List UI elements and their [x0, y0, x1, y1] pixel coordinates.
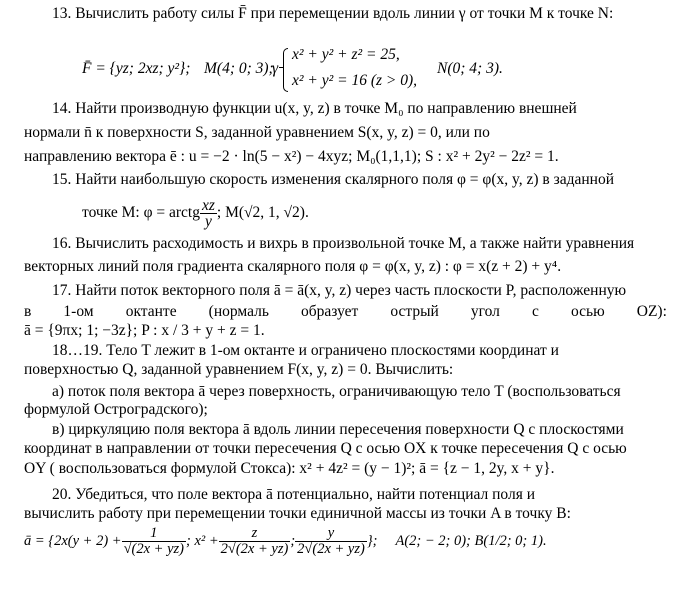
problem-14-line-3: направлению вектора ē : u = −2 · ln(5 − x²) − 4xyz; M₀(1,1,1); S : x² + 2y² − 2z² = 1.: [24, 148, 559, 165]
word: OZ):: [636, 303, 667, 320]
word: в: [24, 303, 32, 320]
word: (нормаль: [208, 303, 269, 320]
problem-16-line-1: 16. Вычислить расходимость и вихрь в произвольной точке M, а также найти уравнения: [52, 235, 635, 252]
problem-15-fraction: [200, 198, 217, 229]
problem-16-line-2: векторных линий поля градиента скалярного поля φ = φ(x, y, z) : φ = x(z + 2) + y⁴.: [24, 258, 562, 275]
problem-18-19-line-1: 18…19. Тело T лежит в 1-ом октанте и ограничено плоскостями координат и: [52, 342, 559, 359]
word: острый: [390, 303, 439, 320]
problem-13-point-n: N(0; 4; 3).: [437, 60, 503, 77]
problem-17-line-1: 17. Найти поток векторного поля ā = ā(x, y, z) через часть плоскости P, расположенную: [52, 282, 627, 299]
vector-field-mid-1: ; x² +: [185, 533, 219, 549]
problem-13-equation-1: x² + y² + z² = 25,: [292, 46, 400, 63]
problem-20-line-1: 20. Убедиться, что поле вектора ā потенциально, найти потенциал поля и: [52, 486, 536, 503]
problem-15-line-2: [82, 195, 309, 231]
fraction-denominator: 2√(2x + yz): [220, 540, 289, 557]
problem-13-gamma: γ: [272, 60, 279, 77]
problem-20-vector-field: [24, 522, 547, 560]
word: 1-ом: [63, 303, 94, 320]
system-brace-tip: [279, 67, 284, 68]
problem-14-line-2: нормали n̄ к поверхности S, заданной уравнением S(x, y, z) = 0, или по: [24, 124, 490, 141]
word: осью: [571, 303, 605, 320]
fraction-numerator: 1: [122, 526, 186, 542]
problem-18-19-part-a-line-2: формулой Остроградского);: [24, 401, 208, 418]
problem-17-line-2: [24, 303, 667, 321]
fraction-2: [219, 526, 291, 557]
problem-13-statement: 13. Вычислить работу силы F̄ при перемещении вдоль линии γ от точки M к точке N:: [52, 5, 614, 22]
problem-18-19-part-a-line-1: а) поток поля вектора ā через поверхность, ограничивающую тело T (воспользоваться: [52, 383, 621, 400]
fraction-numerator: y: [295, 526, 367, 542]
problem-15-line-1: 15. Найти наибольшую скорость изменения скалярного поля φ = φ(x, y, z) в заданной: [52, 171, 614, 188]
word: с: [532, 303, 539, 320]
problem-17-line-3: ā = {9πx; 1; −3z}; P : x / 3 + y + z = 1.: [24, 322, 265, 339]
problem-14-line-1: 14. Найти производную функции u(x, y, z) в точке M₀ по направлению внешней: [52, 100, 577, 117]
fraction-denominator: √(2x + yz): [123, 540, 184, 557]
problem-18-19-part-b-line-3: OY ( воспользоваться формулой Стокса): x² + 4z² = (y − 1)²; ā = {z − 1, 2y, x + y}.: [24, 460, 555, 477]
system-brace: [283, 48, 288, 92]
word: октанте: [125, 303, 177, 320]
problem-15-function-prefix: точке M: φ = arctg: [82, 204, 200, 221]
word: угол: [470, 303, 500, 320]
problem-18-19-part-b-line-1: в) циркуляцию поля вектора ā вдоль линии пересечения поверхности Q с плоскостями: [52, 421, 624, 438]
fraction-3: [295, 526, 367, 557]
problem-13-point-m: M(4; 0; 3);: [204, 60, 274, 77]
problem-20-line-2: вычислить работу при перемещении точки единичной массы из точки A в точку B:: [24, 505, 571, 522]
fraction-numerator: xz: [202, 196, 215, 214]
vector-field-mid-2: ;: [290, 533, 296, 549]
problem-18-19-line-2: поверхностью Q, заданной уравнением F(x, y, z) = 0. Вычислить:: [24, 361, 454, 378]
fraction-denominator: 2√(2x + yz): [297, 540, 365, 557]
fraction-numerator: z: [219, 526, 291, 542]
problem-20-points: A(2; − 2; 0); B(1/2; 0; 1).: [395, 533, 547, 549]
problem-15-function-suffix: ; M(√2, 1, √2).: [216, 204, 309, 221]
problem-13-force-definition: F̄ = {yz; 2xz; y²};: [82, 60, 191, 77]
vector-field-suffix: };: [366, 533, 378, 549]
problem-18-19-part-b-line-2: координат в направлении от точки пересечения Q с осью OX к точке пересечения Q с осью: [24, 440, 627, 457]
word: образует: [301, 303, 359, 320]
vector-field-prefix: ā = {2x(y + 2) +: [24, 533, 122, 549]
fraction-1: [122, 526, 186, 557]
problem-13-equation-2: x² + y² = 16 (z > 0),: [292, 72, 418, 89]
fraction-denominator: y: [205, 212, 212, 230]
